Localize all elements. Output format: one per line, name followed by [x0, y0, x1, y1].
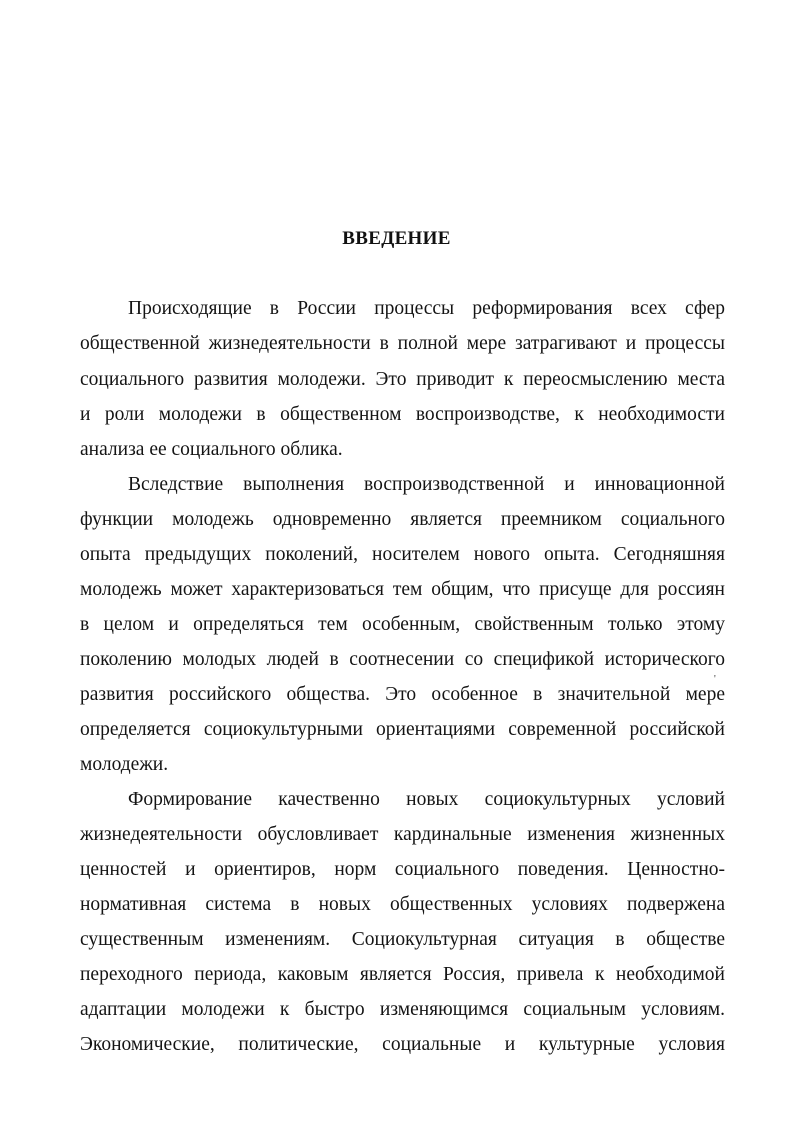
text-line: общественной жизнедеятельности в полной мере затрагивают и процессы: [80, 333, 725, 354]
text-line: социального развития молодежи. Это приводит к переосмыслению места: [80, 369, 725, 390]
text-line: адаптации молодежи к быстро изменяющимся социальным условиям.: [80, 999, 725, 1020]
text-line: ценностей и ориентиров, норм социального поведения. Ценностно-: [80, 859, 725, 880]
text-line: нормативная система в новых общественных условиях подвержена: [80, 894, 725, 915]
text-line: Вследствие выполнения воспроизводственной и инновационной: [128, 474, 725, 495]
text-line: молодежи.: [80, 754, 169, 775]
page-title: ВВЕДЕНИЕ: [342, 228, 451, 249]
text-line: Экономические, политические, социальные и культурные условия: [80, 1034, 725, 1055]
text-line: переходного периода, каковым является Россия, привела к необходимой: [80, 964, 725, 985]
text-line: Формирование качественно новых социокультурных условий: [128, 789, 725, 810]
text-line: существенным изменениям. Социокультурная ситуация в обществе: [80, 929, 725, 950]
text-line: Происходящие в России процессы реформирования всех сфер: [128, 298, 725, 319]
text-line: и роли молодежи в общественном воспроизводстве, к необходимости: [80, 404, 725, 425]
text-line: жизнедеятельности обусловливает кардинальные изменения жизненных: [80, 824, 725, 845]
text-line: анализа ее социального облика.: [80, 439, 343, 460]
text-line: развития российского общества. Это особенное в значительной мере: [80, 684, 725, 705]
stray-mark: ': [714, 674, 716, 685]
text-line: поколению молодых людей в соотнесении со спецификой исторического: [80, 649, 725, 670]
text-line: молодежь может характеризоваться тем общим, что присуще для россиян: [80, 579, 725, 600]
text-line: функции молодежь одновременно является преемником социального: [80, 509, 725, 530]
text-line: определяется социокультурными ориентациями современной российской: [80, 719, 725, 740]
text-line: опыта предыдущих поколений, носителем нового опыта. Сегодняшняя: [80, 544, 725, 565]
text-line: в целом и определяться тем особенным, свойственным только этому: [80, 614, 725, 635]
